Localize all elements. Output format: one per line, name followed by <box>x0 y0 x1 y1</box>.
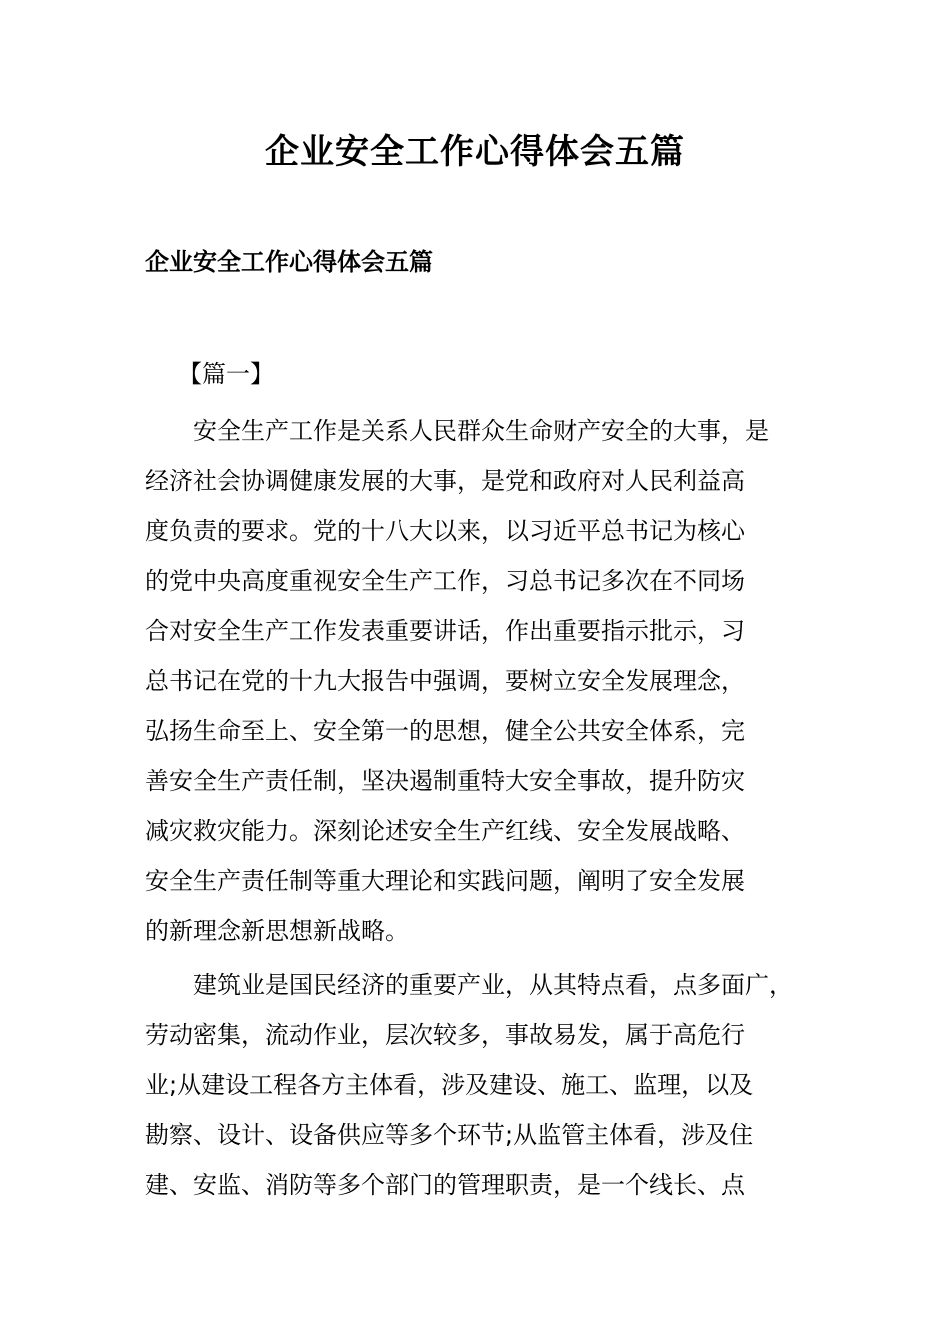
paragraph-line: 的党中央高度重视安全生产工作，习总书记多次在不同场 <box>145 567 745 595</box>
paragraph-2 <box>145 960 825 1210</box>
paragraph-line: 的新理念新思想新战略。 <box>145 917 409 945</box>
paragraph-line: 安全生产工作是关系人民群众生命财产安全的大事，是 <box>145 417 769 445</box>
paragraph-line: 总书记在党的十九大报告中强调，要树立安全发展理念， <box>145 667 745 695</box>
paragraph-line: 建、安监、消防等多个部门的管理职责，是一个线长、点 <box>145 1171 745 1199</box>
paragraph-1 <box>145 406 825 956</box>
paragraph-line: 度负责的要求。党的十八大以来，以习近平总书记为核心 <box>145 517 745 545</box>
paragraph-line: 业;从建设工程各方主体看，涉及建设、施工、监理，以及 <box>145 1071 754 1099</box>
paragraph-line: 建筑业是国民经济的重要产业，从其特点看，点多面广， <box>145 971 793 999</box>
paragraph-line: 勘察、设计、设备供应等多个环节;从监管主体看，涉及住 <box>145 1121 754 1149</box>
section-label: 【篇一】 <box>178 360 274 388</box>
paragraph-line: 减灾救灾能力。深刻论述安全生产红线、安全发展战略、 <box>145 817 745 845</box>
paragraph-line: 劳动密集，流动作业，层次较多，事故易发，属于高危行 <box>145 1021 745 1049</box>
document-subtitle: 企业安全工作心得体会五篇 <box>145 248 433 276</box>
paragraph-line: 安全生产责任制等重大理论和实践问题，阐明了安全发展 <box>145 867 745 895</box>
document-title: 企业安全工作心得体会五篇 <box>265 132 685 172</box>
paragraph-line: 经济社会协调健康发展的大事，是党和政府对人民利益高 <box>145 467 745 495</box>
paragraph-line: 弘扬生命至上、安全第一的思想，健全公共安全体系，完 <box>145 717 745 745</box>
paragraph-line: 合对安全生产工作发表重要讲话，作出重要指示批示，习 <box>145 617 745 645</box>
paragraph-line: 善安全生产责任制，坚决遏制重特大安全事故，提升防灾 <box>145 767 745 795</box>
